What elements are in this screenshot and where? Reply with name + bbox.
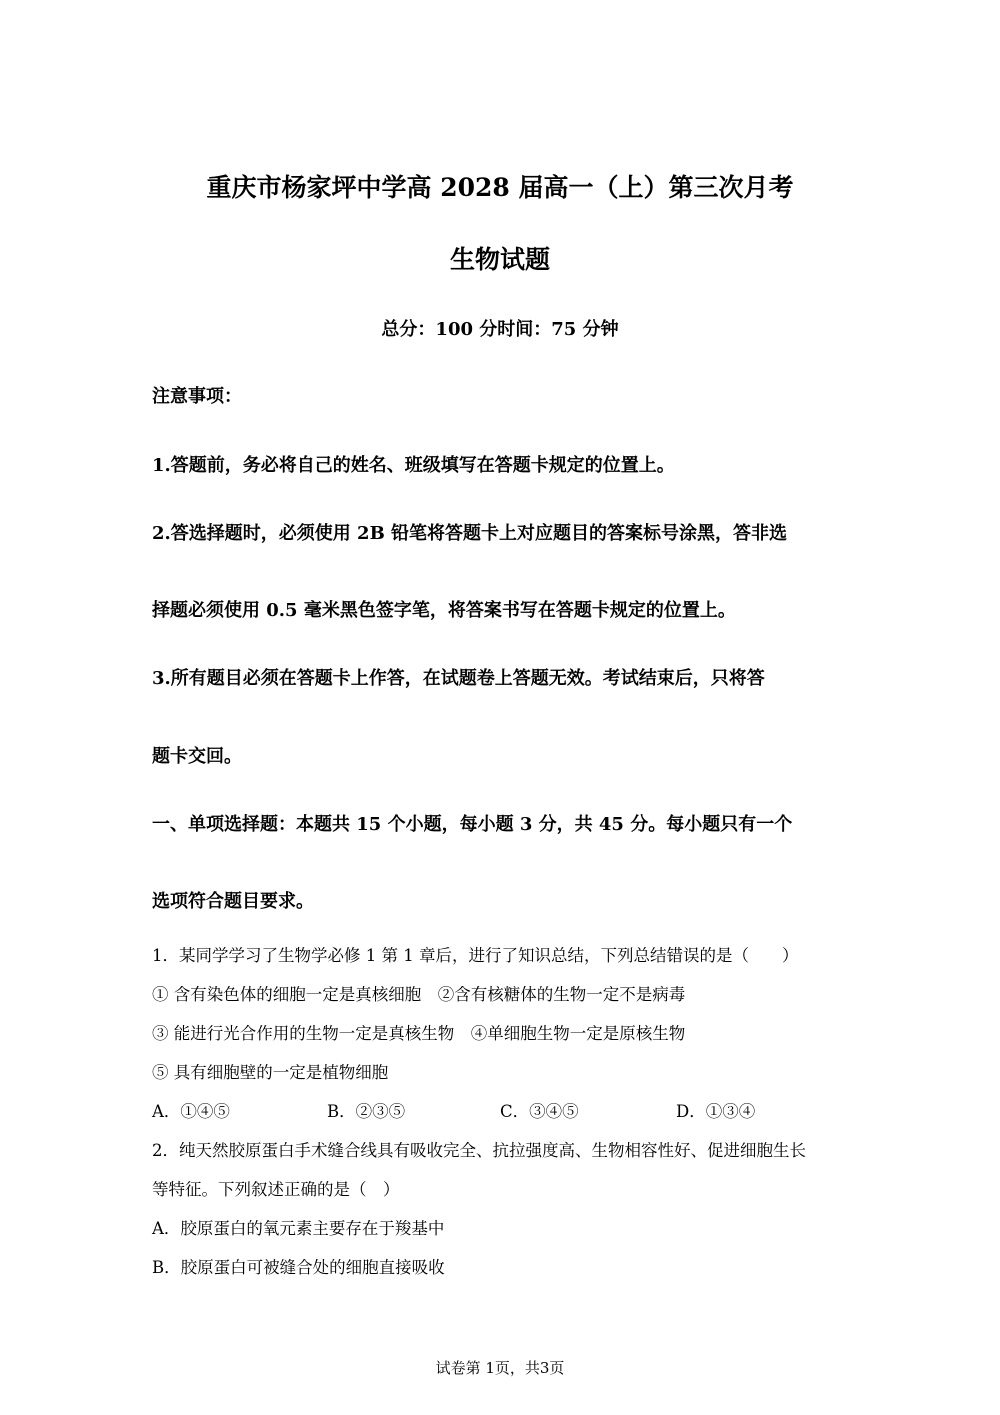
page-footer: 试卷第 1页，共3页 — [435, 1359, 565, 1377]
notice-line-1: 1.答题前，务必将自己的姓名、班级填写在答题卡规定的位置上。 — [152, 455, 675, 476]
notice-heading: 注意事项： — [152, 386, 242, 407]
score-time-info: 总分：100 分时间：75 分钟 — [381, 319, 619, 340]
question-2-stem-line-2: 等特征。下列叙述正确的是（ ） — [152, 1180, 400, 1199]
question-1-option-a: A．①④⑤ — [152, 1102, 230, 1121]
notice-line-5: 题卡交回。 — [152, 746, 242, 767]
question-1-statement-line-2: ③ 能进行光合作用的生物一定是真核生物 ④单细胞生物一定是原核生物 — [152, 1024, 686, 1043]
section-heading-line-1: 一、单项选择题：本题共 15 个小题，每小题 3 分，共 45 分。每小题只有一个 — [152, 814, 793, 835]
subject-title: 生物试题 — [449, 245, 550, 274]
question-1-option-c: C．③④⑤ — [500, 1102, 579, 1121]
section-heading-line-2: 选项符合题目要求。 — [152, 891, 314, 912]
notice-line-2: 2.答选择题时，必须使用 2B 铅笔将答题卡上对应题目的答案标号涂黑，答非选 — [152, 523, 788, 544]
exam-title: 重庆市杨家坪中学高 2028 届高一（上）第三次月考 — [206, 173, 794, 202]
notice-line-4: 3.所有题目必须在答题卡上作答，在试题卷上答题无效。考试结束后，只将答 — [152, 668, 765, 689]
question-1-option-d: D．①③④ — [676, 1102, 756, 1121]
question-2-stem-line-1: 2．纯天然胶原蛋白手术缝合线具有吸收完全、抗拉强度高、生物相容性好、促进细胞生长 — [152, 1141, 806, 1160]
question-1-statement-line-3: ⑤ 具有细胞壁的一定是植物细胞 — [152, 1063, 389, 1082]
question-1-option-b: B．②③⑤ — [327, 1102, 406, 1121]
notice-line-3: 择题必须使用 0.5 毫米黑色签字笔，将答案书写在答题卡规定的位置上。 — [152, 600, 736, 621]
question-1-statement-line-1: ① 含有染色体的细胞一定是真核细胞 ②含有核糖体的生物一定不是病毒 — [152, 985, 686, 1004]
question-2-option-a: A．胶原蛋白的氧元素主要存在于羧基中 — [152, 1219, 445, 1238]
question-2-option-b: B．胶原蛋白可被缝合处的细胞直接吸收 — [152, 1258, 445, 1277]
question-1-stem: 1．某同学学习了生物学必修 1 第 1 章后，进行了知识总结，下列总结错误的是（ ） — [152, 946, 799, 965]
